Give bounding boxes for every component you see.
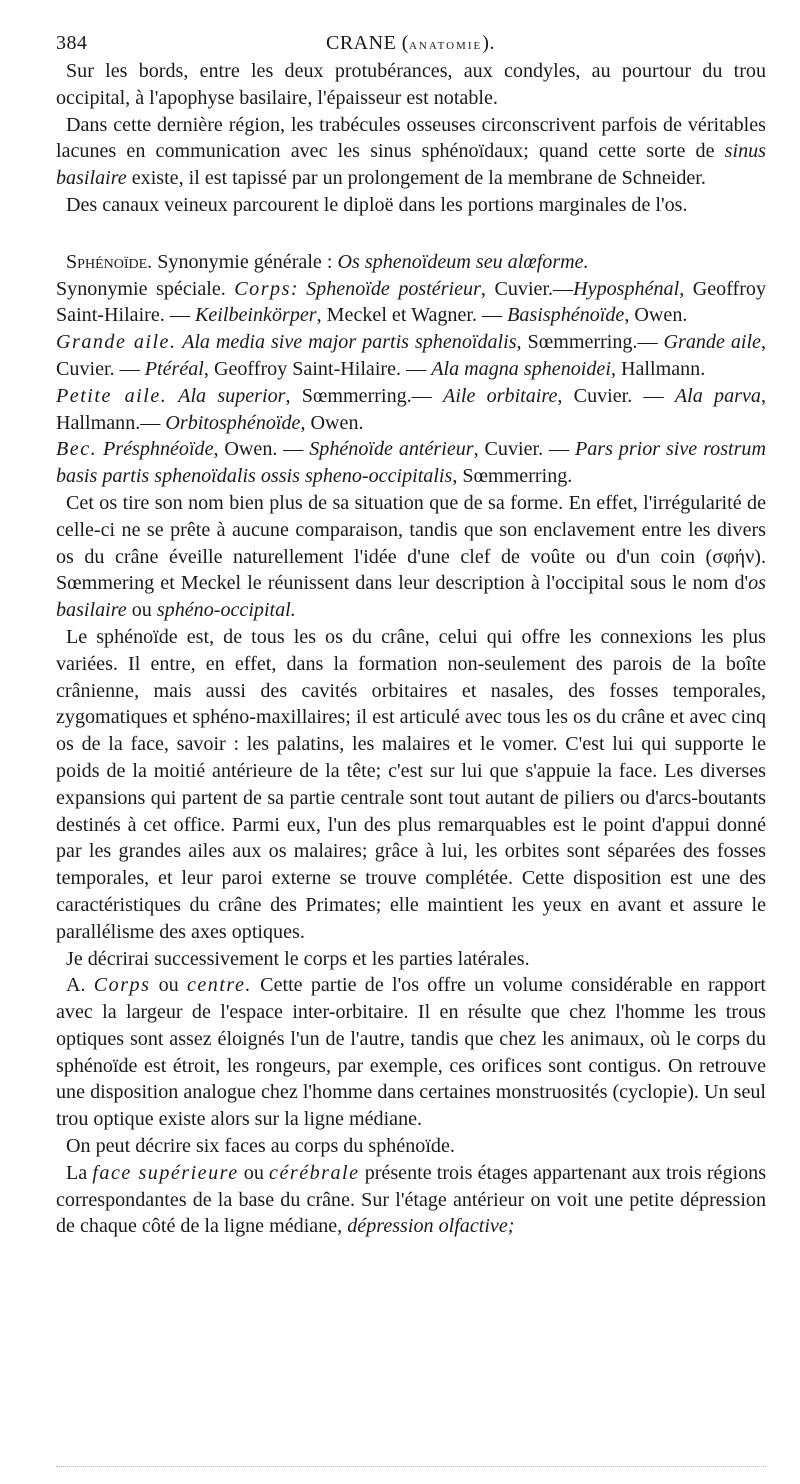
text-run: ou xyxy=(238,1161,270,1184)
running-title-sub: anatomie xyxy=(408,36,483,53)
synonym: Sphénoïde antérieur xyxy=(309,438,474,461)
synonym: Ala media sive major partis sphenoïdalis xyxy=(176,331,517,354)
paragraph-face-superieure xyxy=(56,1160,766,1240)
term-corps: Corps xyxy=(93,974,151,997)
term-bec: Bec. xyxy=(56,438,98,461)
running-title-close: ). xyxy=(482,32,495,54)
text-run: , Cuvier. — xyxy=(473,438,575,461)
bottom-rule xyxy=(56,1466,766,1467)
text-run: , Cuvier. — xyxy=(557,384,675,407)
text-run: présente trois étages appartenant aux trois régions correspondantes de la base du crâne. Sur l'étage antérieur on voit une petite dépression de chaque côté de la ligne médiane, xyxy=(56,1161,767,1238)
page-number: 384 xyxy=(56,32,88,54)
paragraph-plan: Je décrirai successivement le corps et les parties latérales. xyxy=(66,947,530,970)
text-run: A. xyxy=(66,974,94,997)
term-depression-olfactive: dépression olfactive; xyxy=(347,1215,515,1238)
synonym: Ala parva xyxy=(674,384,761,407)
text-run: existe, il est tapissé par un prolongement de la membrane de Schneider. xyxy=(126,167,706,190)
running-title xyxy=(326,30,495,59)
term-grande-aile: Grande aile. xyxy=(56,331,177,354)
synonym: Présphnéoïde xyxy=(97,438,214,461)
running-title-open: ( xyxy=(396,32,409,54)
text-run: , Owen. xyxy=(624,304,688,327)
term-sinus-basilaire: sinus basilaire xyxy=(56,140,766,190)
paragraph-connexions: Le sphénoïde est, de tous les os du crâne, celui qui offre les connexions les plus variées. Il entre, en effet, dans la formation non-seulement des parois de la boîte crânienne, mais aussi des cavités orbitaires et nasales, des fosses temporales, zygomatiques et sphéno-maxillaires; il est articulé avec tous les os du crâne et avec cinq os de la face, savoir : les palatins, les malaires et le vomer. C'est lui qui supporte le poids de la moitié antérieure de la tête; c'est sur lui que s'appuie la face. Les diverses expansions qui partent de sa partie centrale sont tout autant de piliers ou d'arcs-boutants destinés à cet office. Parmi eux, l'un des plus remarquables est le point d'appui donné par les grandes ailes aux os malaires; grâce à lui, les orbites sont séparées des fosses temporales, et leur paroi externe se trouve complétée. Cette disposition est une des caractéristiques du crâne des Primates; elle maintient les yeux en avant et assure le parallélisme des axes optiques. xyxy=(56,625,766,943)
synonym: Orbitosphénoïde xyxy=(165,411,301,434)
text-run: , Meckel et Wagner. — xyxy=(316,304,508,327)
text-run: Cette partie de l'os offre un volume considérable en rapport avec la largeur de l'espace inter-orbitaire. Il en résulte que chez l'homme les trous optiques sont assez éloignés l'un de l'autre, tandis que chez les animaux, où le corps du sphénoïde est étroit, les rongeurs, par exemple, ces orifices sont contigus. On retrouve une disposition analogue chez l'homme dans certaines monstruosités (cyclopie). Un seul trou optique existe alors sur la ligne médiane. xyxy=(56,974,766,1131)
term-cerebrale: cérébrale xyxy=(269,1161,360,1184)
text-run: , Hallmann. xyxy=(610,357,706,380)
running-head xyxy=(56,24,766,58)
paragraph-bords: Sur les bords, entre les deux protubérances, aux condyles, au pourtour du trou occipital, à l'apophyse basilaire, l'épaisseur est notable. xyxy=(56,60,766,109)
term-centre: centre. xyxy=(186,974,252,997)
synonym: Ptéréal xyxy=(144,357,204,380)
text-run: ou xyxy=(150,974,187,997)
paragraph-six-faces: On peut décrire six faces au corps du sphénoïde. xyxy=(66,1135,455,1158)
synonym: Ala magna sphenoidei xyxy=(431,357,611,380)
text-run: , Sœmmerring. xyxy=(452,465,573,488)
text-run: , Hallmann.— xyxy=(56,384,766,434)
synonym: : Sphenoïde postérieur xyxy=(290,277,481,300)
synonym: Hyposphénal, xyxy=(573,277,685,300)
synonym: Aile orbitaire xyxy=(443,384,558,407)
text-run: Dans cette dernière région, les trabécules osseuses circonscrivent parfois de véritables lacunes en communication avec les sinus sphénoïdaux; quand cette sorte de xyxy=(56,113,766,163)
synonym: Ala superior xyxy=(167,384,286,407)
text-run: Geoffroy Saint-Hilaire. — xyxy=(56,277,766,327)
paragraph-canaux-veineux: Des canaux veineux parcourent le diploë dans les portions marginales de l'os. xyxy=(66,193,688,216)
text-run: , Owen. xyxy=(300,411,364,434)
term-spheno-occipital: sphéno-occipital. xyxy=(156,599,296,622)
text-run: , Cuvier. — xyxy=(56,331,766,380)
text-run: , Cuvier.— xyxy=(480,277,574,300)
term-corps: Corps xyxy=(234,277,291,300)
section-gap xyxy=(56,219,766,249)
text-run: La xyxy=(66,1161,93,1184)
text-run: , Geoffroy Saint-Hilaire. — xyxy=(203,357,432,380)
text-run: , Owen. — xyxy=(213,438,310,461)
text-run: , Sœmmerring.— xyxy=(285,384,444,407)
synonymie-petite-aile xyxy=(56,383,766,437)
synonym: Basisphénoïde xyxy=(507,304,625,327)
synonym: Grande aile xyxy=(663,331,761,354)
synonymie-bec xyxy=(56,436,766,490)
synonymie-grande-aile xyxy=(56,329,766,383)
paragraph-corps xyxy=(56,972,766,1133)
text-run: Synonymie spéciale. xyxy=(56,277,235,300)
text-run: . Synonymie générale : xyxy=(147,250,338,273)
synonym: Pars prior sive rostrum basis partis sphenoïdalis ossis spheno-occipitalis xyxy=(56,438,766,488)
synonymie-speciale xyxy=(56,276,766,330)
text-run: ou xyxy=(126,599,157,622)
term-petite-aile: Petite aile. xyxy=(56,384,168,407)
text-run: Cet os tire son nom bien plus de sa situation que de sa forme. En effet, l'irrégularité de celle-ci ne se prête à aucune comparaison, tandis que son enclavement entre les divers os du crâne éveille naturellement l'idée d'une clef de voûte ou d'un coin (σφήν). Sœmmering et Meckel le réunissent dans leur description à l'occipital sous le nom d' xyxy=(56,491,766,595)
term-os-basilaire: os basilaire xyxy=(56,572,766,622)
latin-name: Os sphenoïdeum seu alœforme. xyxy=(337,250,589,273)
running-title-main: CRANE xyxy=(326,32,397,54)
paragraph-nom xyxy=(56,490,766,624)
section-heading-sphenoide: Sphénoïde xyxy=(66,250,148,273)
text-run: , Sœmmerring.— xyxy=(516,331,664,354)
synonym: Keilbeinkörper xyxy=(194,304,317,327)
term-face-superieure: face supérieure xyxy=(92,1161,239,1184)
paragraph-sinus-basilaire xyxy=(56,112,766,192)
synonymie-generale xyxy=(56,249,766,276)
